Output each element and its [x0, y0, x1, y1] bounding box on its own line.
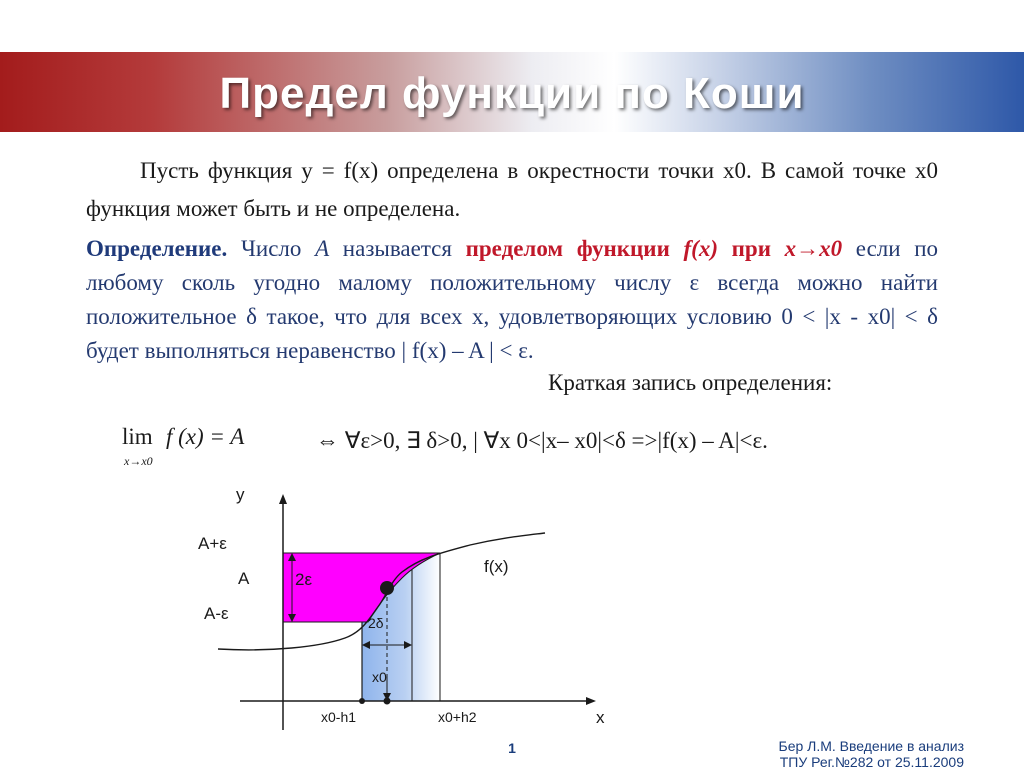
a-plus-epsilon-label: A+ε: [198, 534, 227, 553]
definition-pri: при: [731, 236, 771, 261]
definition-word-number: Число: [240, 236, 302, 261]
lim-word: lim: [122, 424, 153, 449]
two-delta-label: 2δ: [368, 615, 384, 631]
definition-term: пределом функции: [465, 236, 670, 261]
intro-text: Пусть функция y = f(x) определена в окрестности точки x0. В самой точке x0 функция может быть и не определена.: [86, 158, 938, 221]
formula-condition: ⇔ ∀ε>0, ∃ δ>0, | ∀x 0<|x– x0|<δ =>|f(x) – A|<ε.: [316, 428, 768, 453]
x-axis-label: x: [596, 708, 605, 727]
two-epsilon-label: 2ε: [295, 570, 313, 589]
definition-body: если по любому сколь угодно малому положительному числу ε всегда можно найти положительное δ такое, что для всех x, удовлетворяющих условию 0 < |x - x0| < δ будет выполняться неравенство | f(x) – A | < ε.: [86, 236, 939, 363]
definition-a: A: [315, 236, 330, 261]
x0-minus-h1-dot: [359, 698, 365, 704]
a-minus-epsilon-label: A-ε: [204, 604, 229, 623]
lim-subscript: x→x0: [124, 454, 153, 468]
a-label: A: [238, 569, 250, 588]
x0-plus-h2-label: x0+h2: [438, 709, 477, 725]
y-axis-label: y: [236, 485, 245, 504]
limit-point: [380, 581, 394, 595]
definition-fx: f(x): [683, 236, 718, 261]
lim-expression: f (x) = A: [166, 424, 245, 449]
short-notation-label: Краткая запись определения:: [548, 370, 833, 395]
y-axis-arrow: [279, 494, 287, 504]
definition-called: называется: [342, 236, 452, 261]
definition-label: Определение.: [86, 236, 228, 261]
page-number: 1: [508, 740, 516, 756]
footer-author: [779, 738, 965, 768]
footer-author-line1: Бер Л.М. Введение в анализ: [778, 738, 964, 754]
slide-title: Предел функции по Коши: [219, 69, 805, 118]
x-axis-arrow: [586, 697, 596, 705]
footer-author-line2: ТПУ Рег.№282 от 25.11.2009: [779, 754, 964, 768]
x0-minus-h1-label: x0-h1: [321, 709, 357, 725]
x0-label: x0: [372, 669, 387, 685]
definition-x-to-x0: x→x0: [784, 236, 843, 261]
fx-label: f(x): [484, 557, 509, 576]
x0-dot: [384, 698, 391, 705]
